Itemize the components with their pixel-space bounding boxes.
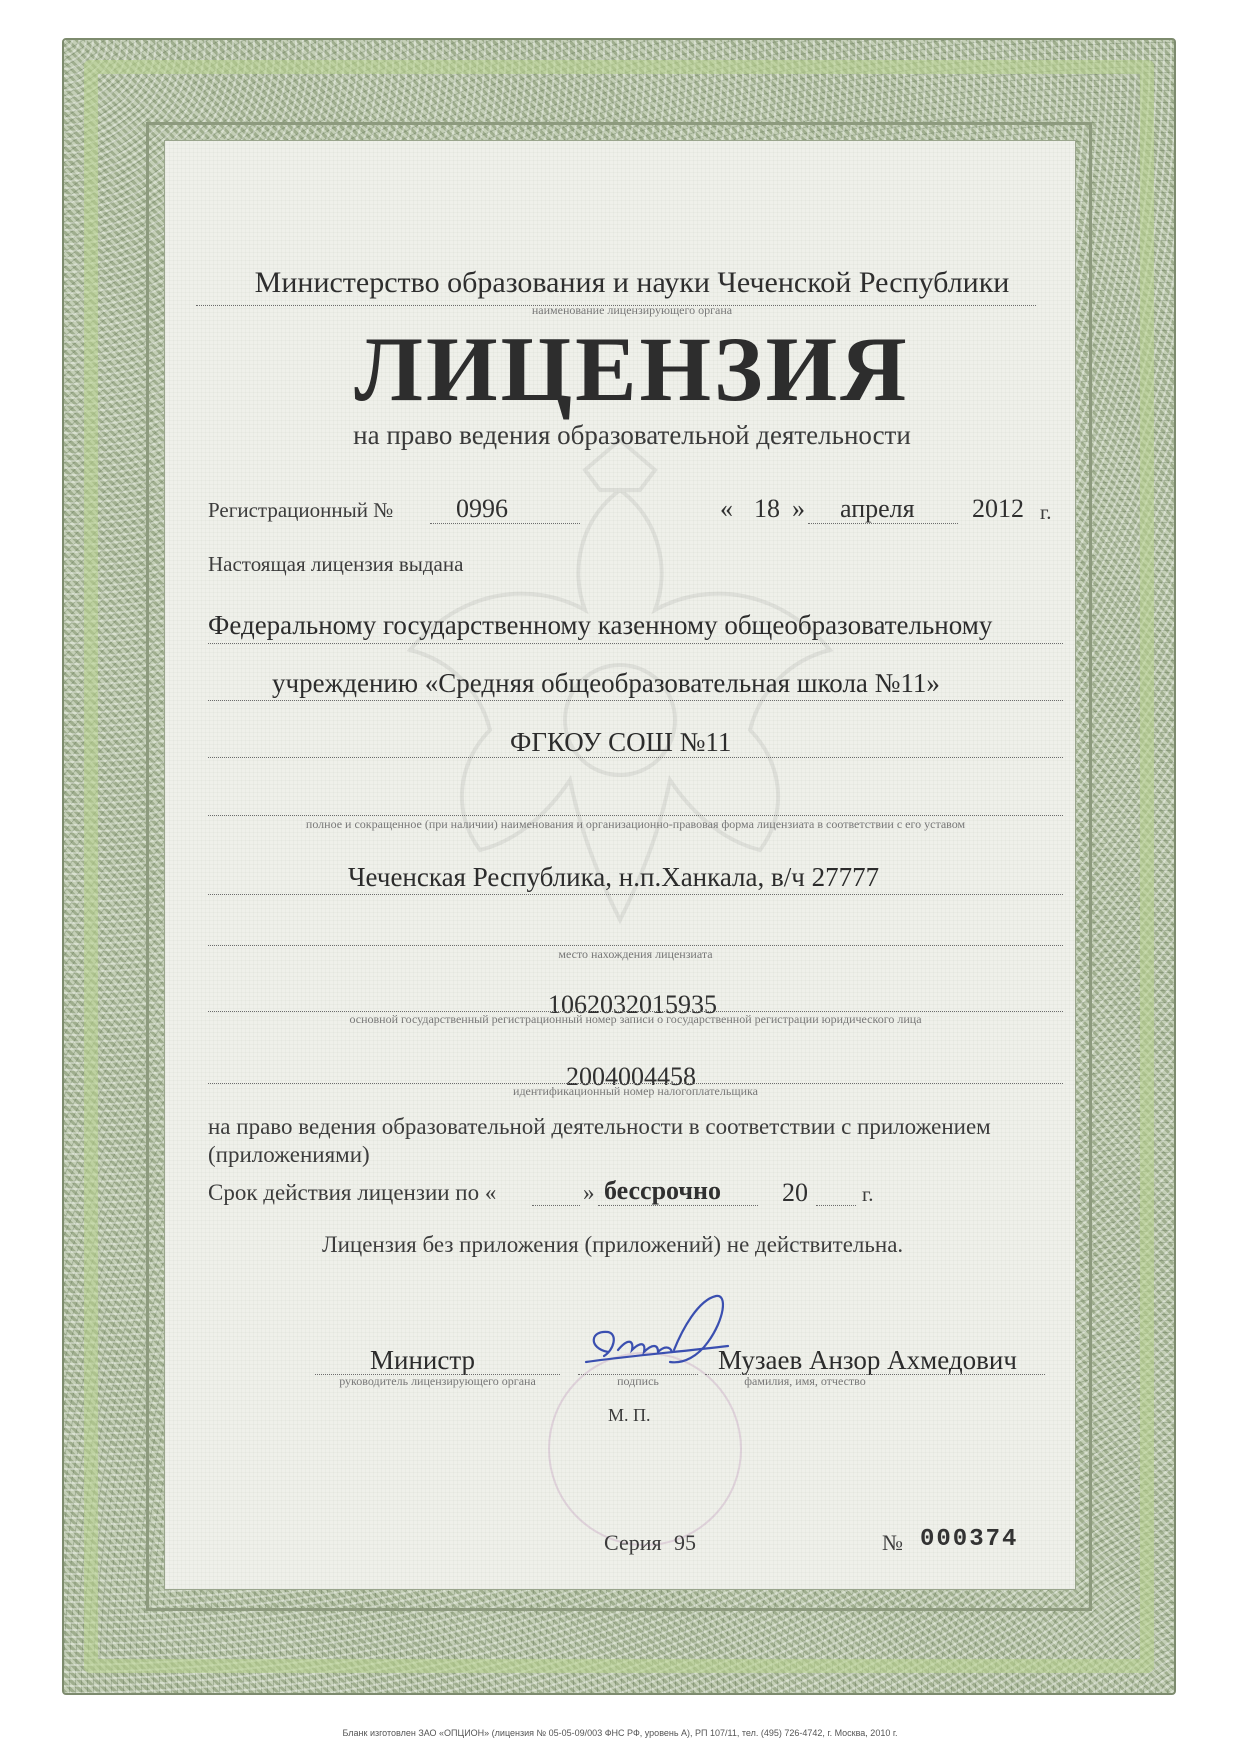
licensee-name-line2: учреждению «Средняя общеобразовательная школа №11» [272, 668, 940, 698]
licensee-short-name: ФГКОУ СОШ №11 [510, 727, 732, 757]
registration-month: апреля [840, 494, 915, 523]
registration-day-open-quote: « [720, 494, 733, 523]
validity-year-underline [816, 1205, 856, 1206]
inn-caption: идентификационный номер налогоплательщика [513, 1084, 758, 1098]
licensee-line2-underline [208, 700, 1063, 701]
ministry-caption: наименование лицензирующего органа [531, 303, 733, 317]
registration-label: Регистрационный № [208, 498, 394, 522]
right-statement-line2: (приложениями) [208, 1142, 370, 1167]
signature-caption: подпись [617, 1374, 659, 1388]
signatory-position: Министр [370, 1345, 475, 1375]
series-label: Серия [604, 1530, 662, 1555]
ogrn-caption: основной государственный регистрационный номер записи о государственной регистрации юридического лица [349, 1012, 922, 1026]
blank-number-label: № [882, 1530, 903, 1555]
licensee-short-underline [208, 757, 1063, 758]
name-caption: фамилия, имя, отчество [744, 1374, 866, 1388]
licensee-blank-underline [208, 815, 1063, 816]
signatory-name: Музаев Анзор Ахмедович [718, 1345, 1017, 1375]
ministry-name: Министерство образования и науки Чеченской Республики [254, 266, 1010, 299]
validity-quote-close: » [583, 1180, 595, 1205]
validity-label: Срок действия лицензии по « [208, 1180, 497, 1205]
licensee-name-line1: Федеральному государственному казенному общеобразовательному [208, 610, 993, 640]
registration-number: 0996 [456, 494, 508, 523]
validity-note: Лицензия без приложения (приложений) не действительна. [322, 1232, 904, 1257]
validity-value: бессрочно [604, 1176, 722, 1205]
location-blank-underline [208, 945, 1063, 946]
seal-place-label: М. П. [608, 1405, 651, 1425]
issued-to-label: Настоящая лицензия выдана [208, 552, 464, 576]
location-underline [208, 894, 1063, 895]
validity-day-underline [532, 1205, 580, 1206]
series-value: 95 [674, 1530, 696, 1555]
document-subtitle: на право ведения образовательной деятельности [353, 420, 911, 450]
registration-day-close-quote: » [792, 494, 805, 523]
signature-icon [578, 1290, 738, 1380]
validity-year-suffix: г. [862, 1182, 874, 1206]
right-statement-line1: на право ведения образовательной деятельности в соответствии с приложением [208, 1114, 991, 1139]
registration-day: 18 [754, 494, 780, 523]
inn-number: 2004004458 [566, 1062, 696, 1091]
position-caption: руководитель лицензирующего органа [339, 1374, 536, 1388]
licensee-line1-underline [208, 643, 1063, 644]
blank-number: 000374 [920, 1526, 1019, 1553]
ogrn-number: 1062032015935 [548, 990, 717, 1019]
validity-year-prefix: 20 [782, 1178, 808, 1207]
printer-imprint: Бланк изготовлен ЗАО «ОПЦИОН» (лицензия № 05-05-09/003 ФНС РФ, уровень А), РП 107/11, тел. (495) 726-4742, г. Москва, 2010 г. [342, 1728, 898, 1738]
licensee-location: Чеченская Республика, н.п.Ханкала, в/ч 27777 [348, 862, 880, 892]
location-caption: место нахождения лицензиата [558, 947, 713, 961]
licensee-caption: полное и сокращенное (при наличии) наименования и организационно-правовая форма лицензиата в соответствии с его уставом [305, 817, 966, 831]
document-title: ЛИЦЕНЗИЯ [354, 318, 910, 420]
registration-year: 2012 [972, 494, 1024, 523]
registration-year-suffix: г. [1040, 500, 1052, 524]
